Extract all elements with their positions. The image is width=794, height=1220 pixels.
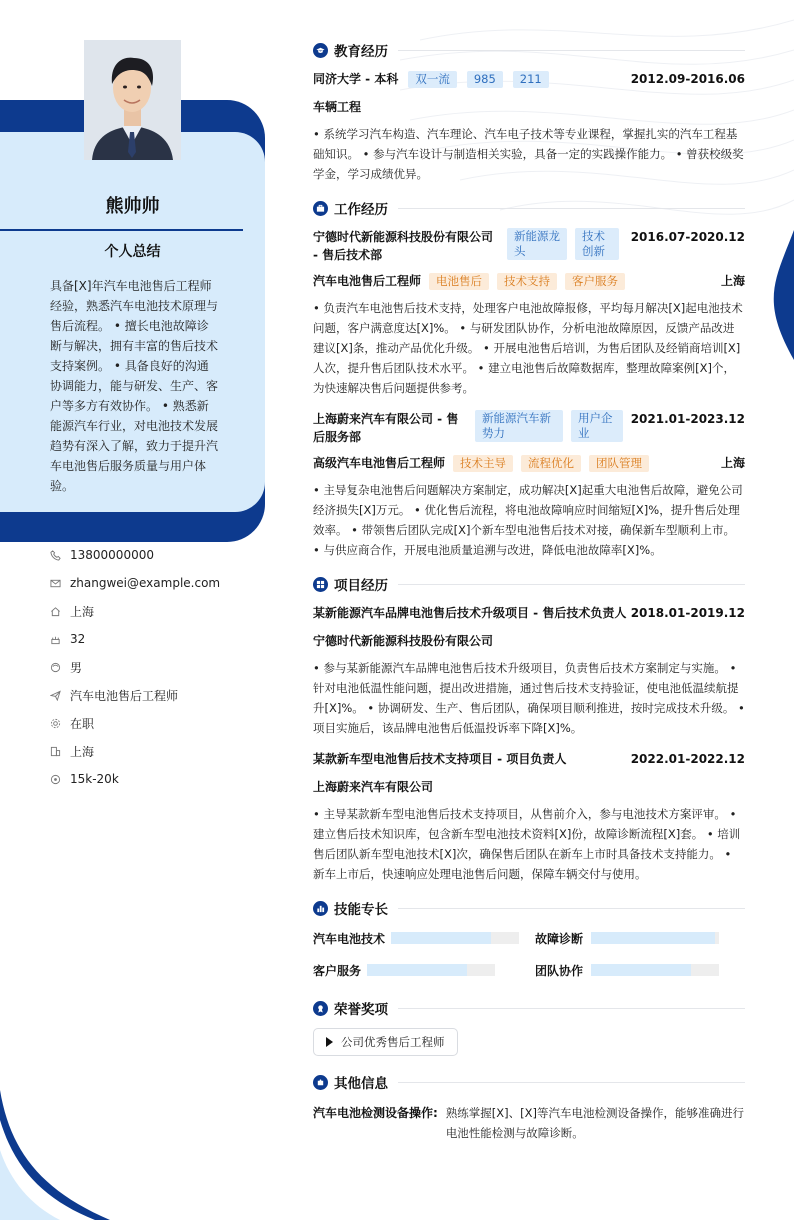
contact-salary (50, 765, 270, 793)
profile-photo (84, 40, 181, 160)
work-date: 2021.01-2023.12 (630, 412, 745, 426)
project-desc: • 主导某款新车型电池售后技术支持项目，从售前介入，参与电池技术方案评审。 • 建立售后技术知识库，包含新车型电池技术资料[X]份，故障诊断流程[X]套。 • 培训售后团队新车型电池技术[X]次，确保售后团队在新车上市时具备技术支持能力。 • 新车上市后，快速响应处理电池售后问题，保障车辆交付与使用。 (313, 807, 741, 881)
building-icon (50, 746, 70, 757)
project-item (313, 750, 745, 884)
skills-grid (313, 928, 745, 980)
project-item (313, 604, 745, 738)
contact-text: 男 (70, 660, 83, 675)
skill-fill (367, 964, 467, 976)
section-title: 项目经历 (334, 578, 388, 594)
section-title: 其他信息 (334, 1076, 388, 1092)
awards-list (313, 1028, 745, 1056)
skill-fill (591, 964, 691, 976)
skill-name: 故障诊断 (535, 931, 584, 946)
work-desc: • 负责汽车电池售后技术支持，处理客户电池故障报修，平均每月解决[X]起电池技术问题，客户满意度达[X]%。 • 与研发团队协作，分析电池故障原因，反馈产品改进建议[X]条，推动产品优化升级。 • 开展电池售后培训，为售后团队及经销商培训[X]人次，提升售后团队技术水平。 • 建立电池售后故障数据库，整理故障案例[X]个，为快速解决售后问题提供参考。 (313, 301, 743, 395)
other-label: 汽车电池检测设备操作: (313, 1106, 438, 1120)
other-header (313, 1068, 745, 1096)
school-tag: 211 (513, 71, 549, 88)
school-tag: 985 (467, 71, 503, 88)
skill-tag: 团队管理 (589, 455, 649, 472)
skills-header (313, 894, 745, 922)
briefcase-icon (313, 201, 328, 216)
project-name: 某新能源汽车品牌电池售后技术升级项目 - 售后技术负责人 (313, 606, 627, 620)
home-icon (50, 606, 70, 617)
skill-bar (591, 932, 719, 944)
contact-text: 13800000000 (70, 548, 154, 562)
work-date: 2016.07-2020.12 (630, 230, 745, 244)
salary-icon (50, 774, 70, 785)
work-item (313, 228, 745, 398)
skill-tag: 技术支持 (497, 273, 557, 290)
contact-text: 在职 (70, 716, 95, 731)
decorative-wave-bottom-left (0, 1080, 120, 1220)
age-icon (50, 634, 70, 645)
project-company: 宁德时代新能源科技股份有限公司 (313, 634, 494, 648)
medal-icon (313, 1001, 328, 1016)
section-divider (398, 908, 745, 909)
contact-phone (50, 541, 270, 569)
role-row (313, 272, 745, 290)
role-row (313, 454, 745, 472)
projects-header (313, 570, 745, 598)
contact-status (50, 709, 270, 737)
work-item-head (313, 228, 745, 264)
section-title: 教育经历 (334, 44, 388, 60)
section-divider (398, 208, 745, 209)
contact-text: 汽车电池售后工程师 (70, 688, 179, 703)
project-head (313, 750, 745, 768)
contact-text: 32 (70, 632, 86, 646)
section-divider (398, 584, 745, 585)
phone-icon (50, 550, 70, 561)
contact-job (50, 681, 270, 709)
other-row (313, 1104, 745, 1143)
project-date: 2018.01-2019.12 (630, 606, 745, 620)
contact-location (50, 737, 270, 765)
name-divider (0, 229, 243, 231)
work-city: 上海 (720, 456, 745, 470)
candidate-name: 熊帅帅 (105, 196, 160, 217)
contact-text: 上海 (70, 604, 95, 619)
company-tag: 技术创新 (575, 228, 619, 260)
job-title: 汽车电池售后工程师 (313, 274, 422, 288)
skill-tag: 技术主导 (453, 455, 513, 472)
section-title: 工作经历 (334, 202, 388, 218)
work-city: 上海 (720, 274, 745, 288)
project-company: 上海蔚来汽车有限公司 (313, 780, 434, 794)
contact-text: 15k-20k (70, 772, 119, 786)
main-content (313, 36, 745, 1143)
award-item[interactable] (313, 1028, 458, 1056)
skill-name: 客户服务 (313, 963, 362, 978)
send-icon (50, 690, 70, 701)
skill-tag: 流程优化 (521, 455, 581, 472)
section-title: 技能专长 (334, 902, 388, 918)
skill-bar (591, 964, 719, 976)
skill-name: 汽车电池技术 (313, 931, 386, 946)
puzzle-icon (313, 1075, 328, 1090)
status-icon (50, 718, 70, 729)
job-title: 高级汽车电池售后工程师 (313, 456, 446, 470)
project-date: 2022.01-2022.12 (630, 752, 745, 766)
school-tag: 双一流 (408, 71, 457, 88)
skill-item (313, 960, 535, 980)
school-name: 同济大学 - 本科 (313, 72, 399, 86)
company-tag: 用户企业 (571, 410, 623, 442)
skill-item (535, 960, 745, 980)
gender-icon (50, 662, 70, 673)
contact-age (50, 625, 270, 653)
section-divider (398, 50, 745, 51)
contact-gender (50, 653, 270, 681)
grid-icon (313, 577, 328, 592)
skill-item (313, 928, 535, 948)
work-item (313, 410, 745, 560)
mail-icon (50, 578, 70, 589)
education-header (313, 36, 745, 64)
project-head (313, 604, 745, 622)
skill-item (535, 928, 745, 948)
company-name: 宁德时代新能源科技股份有限公司 - 售后技术部 (313, 230, 494, 262)
contact-text: 上海 (70, 744, 95, 759)
contact-text: zhangwei@example.com (70, 576, 221, 590)
education-date: 2012.09-2016.06 (630, 72, 745, 86)
play-icon (326, 1037, 333, 1047)
graduation-cap-icon (313, 43, 328, 58)
award-label: 公司优秀售后工程师 (341, 1035, 445, 1049)
work-header (313, 194, 745, 222)
education-row (313, 70, 745, 88)
project-name: 某款新车型电池售后技术支持项目 - 项目负责人 (313, 752, 567, 766)
contact-list (50, 541, 270, 793)
other-text: 熟练掌握[X]、[X]等汽车电池检测设备操作，能够准确进行电池性能检测与故障诊断。 (445, 1106, 745, 1140)
section-divider (398, 1082, 745, 1083)
education-desc: • 系统学习汽车构造、汽车理论、汽车电子技术等专业课程，掌握扎实的汽车工程基础知识。 • 参与汽车设计与制造相关实验，具备一定的实践操作能力。 • 曾获校级奖学金，学习成绩优异。 (313, 127, 744, 181)
bar-chart-icon (313, 901, 328, 916)
major: 车辆工程 (313, 100, 362, 114)
skill-fill (591, 932, 715, 944)
contact-email (50, 569, 270, 597)
summary-title: 个人总结 (104, 244, 161, 260)
skill-name: 团队协作 (535, 963, 584, 978)
skill-bar (391, 932, 519, 944)
skill-fill (391, 932, 491, 944)
skill-tag: 电池售后 (429, 273, 489, 290)
section-divider (398, 1008, 745, 1009)
awards-header (313, 994, 745, 1022)
project-desc: • 参与某新能源汽车品牌电池售后技术升级项目，负责售后技术方案制定与实施。 • 针对电池低温性能问题，提出改进措施，通过售后技术支持验证，使电池低温续航提升[X]%。 • 协调研发、生产、售后团队，确保项目顺利推进，按时完成技术升级。 • 项目实施后，该品牌电池售后低温投诉率下降[X]%。 (313, 661, 745, 735)
company-tag: 新能源龙头 (507, 228, 567, 260)
summary-text: 具备[X]年汽车电池售后工程师经验，熟悉汽车电池技术原理与售后流程。 • 擅长电池故障诊断与解决，拥有丰富的售后技术支持案例。 • 具备良好的沟通协调能力，能与研发、生产、客户等多方有效协作。 • 熟悉新能源汽车行业，对电池技术发展趋势有深入了解，致力于提升汽车电池售后服务质量与用户体验。 (50, 279, 219, 493)
company-tag: 新能源汽车新势力 (475, 410, 563, 442)
section-title: 荣誉奖项 (334, 1002, 388, 1018)
company-name: 上海蔚来汽车有限公司 - 售后服务部 (313, 412, 459, 444)
work-item-head (313, 410, 745, 446)
work-desc: • 主导复杂电池售后问题解决方案制定，成功解决[X]起重大电池售后故障，避免公司经济损失[X]万元。 • 优化售后流程，将电池故障响应时间缩短[X]%，提升售后处理效率。 • 带领售后团队完成[X]个新车型电池售后技术对接，确保新车型顺利上市。 • 与供应商合作，开展电池质量追溯与改进，降低电池故障率[X]%。 (313, 483, 743, 557)
skill-tag: 客户服务 (565, 273, 625, 290)
contact-city (50, 597, 270, 625)
skill-bar (367, 964, 495, 976)
